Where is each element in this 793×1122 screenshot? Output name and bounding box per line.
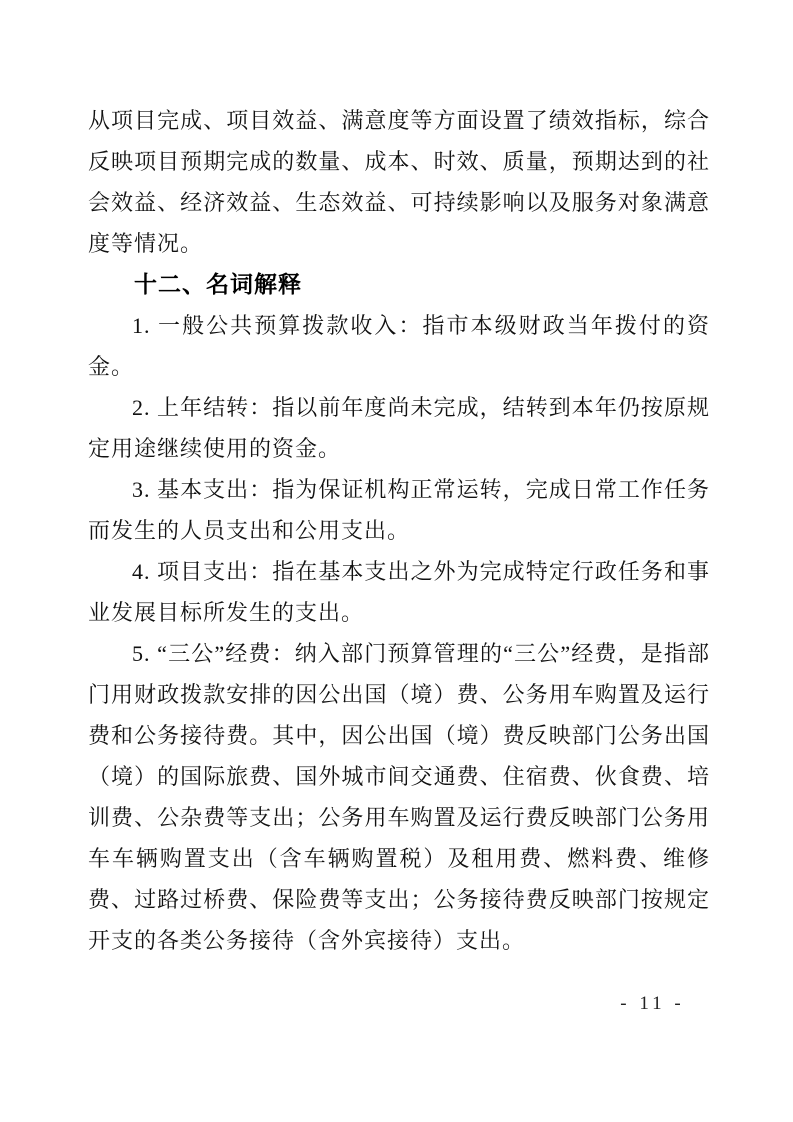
term-item-1: 1. 一般公共预算拨款收入：指市本级财政当年拨付的资金。 (88, 313, 710, 379)
page-number: - 11 - (620, 993, 685, 1014)
term-item-5: 5. “三公”经费：纳入部门预算管理的“三公”经费，是指部门用财政拨款安排的因公出国（境）费、公务用车购置及运行费和公务接待费。其中，因公出国（境）费反映部门公务出国（境）的国际旅费、国外城市间交通费、住宿费、伙食费、培训费、公杂费等支出；公务用车购置及运行费反映部门公务用车车辆购置支出（含车辆购置税）及租用费、燃料费、维修费、过路过桥费、保险费等支出；公务接待费反映部门按规定开支的各类公务接待（含外宾接待）支出。 (88, 641, 710, 953)
intro-paragraph: 从项目完成、项目效益、满意度等方面设置了绩效指标，综合反映项目预期完成的数量、成本、时效、质量，预期达到的社会效益、经济效益、生态效益、可持续影响以及服务对象满意度等情况。 (88, 108, 710, 256)
page-content (88, 100, 710, 961)
term-item-3: 3. 基本支出：指为保证机构正常运转，完成日常工作任务而发生的人员支出和公用支出。 (88, 477, 710, 543)
term-item-4: 4. 项目支出：指在基本支出之外为完成特定行政任务和事业发展目标所发生的支出。 (88, 559, 710, 625)
term-item-2: 2. 上年结转：指以前年度尚未完成，结转到本年仍按原规定用途继续使用的资金。 (88, 395, 710, 461)
section-heading: 十二、名词解释 (134, 271, 302, 297)
